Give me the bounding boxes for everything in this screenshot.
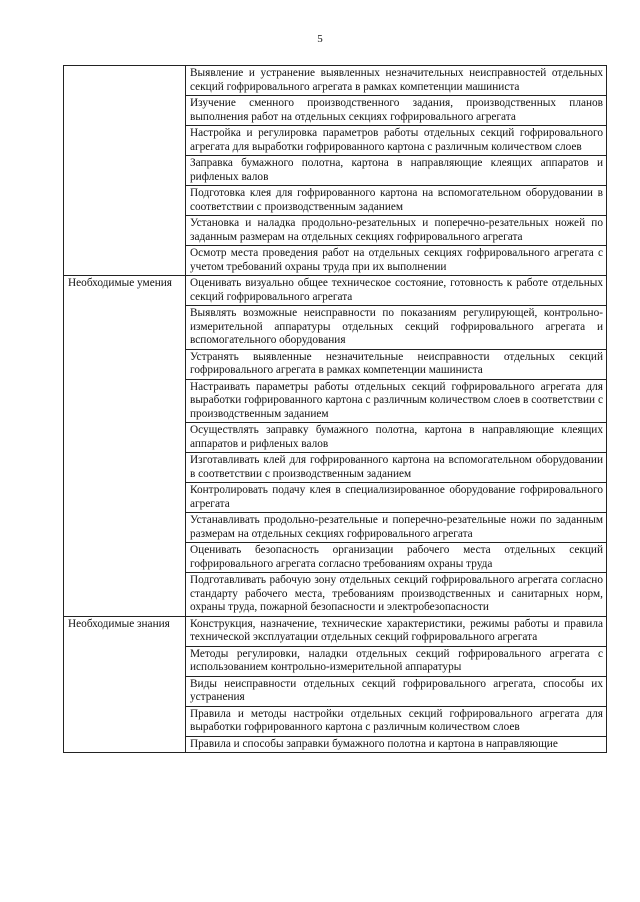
skill-item: Изготавливать клей для гофрированного картона на вспомогательном оборудовании в соответствии с производственным заданием: [186, 453, 607, 483]
knowledge-item: Правила и способы заправки бумажного полотна и картона в направляющие: [186, 736, 607, 753]
table-row: [64, 66, 607, 96]
section-label-empty: [64, 66, 186, 276]
knowledge-item: Правила и методы настройки отдельных секций гофрировального агрегата для выработки гофрированного картона с различным количеством слоев: [186, 706, 607, 736]
skill-item: Настраивать параметры работы отдельных секций гофрировального агрегата для выработки гофрированного картона с различным количеством слоев в соответствии с производственным заданием: [186, 379, 607, 423]
skill-item: Устранять выявленные незначительные неисправности отдельных секций гофрировального агрегата в рамках компетенции машиниста: [186, 349, 607, 379]
continued-item: Настройка и регулировка параметров работы отдельных секций гофрировального агрегата для выработки гофрированного картона с различным количеством слоев: [186, 126, 607, 156]
skill-item: Выявлять возможные неисправности по показаниям регулирующей, контрольно-измерительной аппаратуры отдельных секций гофрировального агрегата и вспомогательного оборудования: [186, 306, 607, 350]
continued-item: Выявление и устранение выявленных незначительных неисправностей отдельных секций гофрировального агрегата в рамках компетенции машиниста: [186, 66, 607, 96]
continued-item: Подготовка клея для гофрированного картона на вспомогательном оборудовании в соответствии с производственным заданием: [186, 186, 607, 216]
continued-item: Изучение сменного производственного задания, производственных планов выполнения работ на отдельных секциях гофрировального агрегата: [186, 96, 607, 126]
continued-item: Осмотр места проведения работ на отдельных секциях гофрировального агрегата с учетом требований охраны труда при их выполнении: [186, 246, 607, 276]
table-row: [64, 616, 607, 646]
knowledge-item: Конструкция, назначение, технические характеристики, режимы работы и правила технической эксплуатации отдельных секций гофрировального агрегата: [186, 616, 607, 646]
continued-item: Заправка бумажного полотна, картона в направляющие клеящих аппаратов и рифленых валов: [186, 156, 607, 186]
page-number: 5: [317, 33, 323, 45]
skills-label: Необходимые умения: [64, 276, 186, 617]
table-row: [64, 276, 607, 306]
skill-item: Контролировать подачу клея в специализированное оборудование гофрировального агрегата: [186, 483, 607, 513]
skill-item: Оценивать визуально общее техническое состояние, готовность к работе отдельных секций гофрировального агрегата: [186, 276, 607, 306]
knowledge-label: Необходимые знания: [64, 616, 186, 753]
skill-item: Осуществлять заправку бумажного полотна, картона в направляющие клеящих аппаратов и рифленых валов: [186, 423, 607, 453]
skill-item: Оценивать безопасность организации рабочего места отдельных секций гофрировального агрегата согласно требованиям охраны труда: [186, 543, 607, 573]
continued-item: Установка и наладка продольно-резательных и поперечно-резательных ножей по заданным размерам на отдельных секциях гофрировального агрегата: [186, 216, 607, 246]
skill-item: Подготавливать рабочую зону отдельных секций гофрировального агрегата согласно стандарту рабочего места, требованиям производственных и санитарных норм, охраны труда, пожарной безопасности и электробезопасности: [186, 573, 607, 617]
knowledge-item: Методы регулировки, наладки отдельных секций гофрировального агрегата с использованием контрольно-измерительной аппаратуры: [186, 646, 607, 676]
skill-item: Устанавливать продольно-резательные и поперечно-резательные ножи по заданным размерам на отдельных секциях гофрировального агрегата: [186, 513, 607, 543]
competency-table: [63, 65, 607, 753]
knowledge-item: Виды неисправности отдельных секций гофрировального агрегата, способы их устранения: [186, 676, 607, 706]
